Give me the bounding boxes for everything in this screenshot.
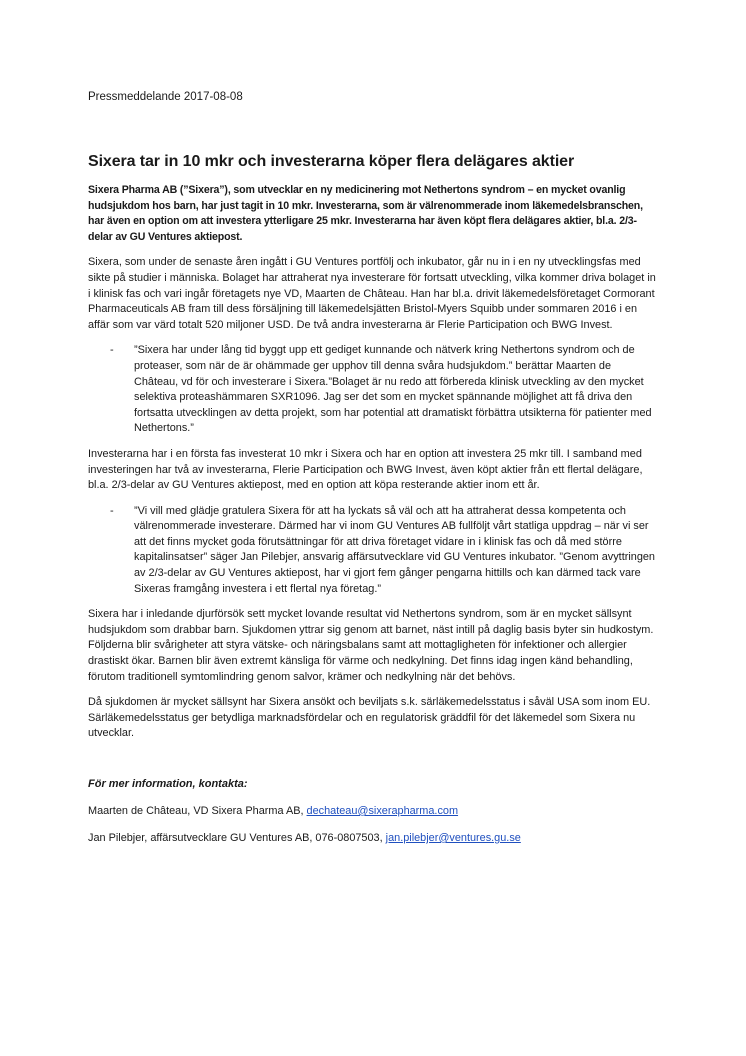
page-title: Sixera tar in 10 mkr och investerarna köper flera delägares aktier bbox=[88, 153, 575, 170]
list-dash: - bbox=[110, 344, 114, 357]
contact-line-2 bbox=[88, 831, 658, 846]
contact-1-email-link[interactable]: dechateau@sixerapharma.com bbox=[306, 805, 459, 817]
quote-1: ”Sixera har under lång tid byggt upp ett gediget kunnande och nätverk kring Nethertons syndrom och de proteaser, som när de är ohämmade ger upphov till denna svåra hudsjukdom.” berättar Maarten de Château, vd för och investerare i Sixera.”Bolaget är nu redo att förbereda klinisk utveckling av den mycket selektiva proteashämmaren SXR1096. Jag ser det som en mycket spännande möjlighet att få driva den fortsatta utvecklingen av detta projekt, som har potential att dramatiskt förbättra utsikterna för patienter med Nethertons.” bbox=[134, 344, 652, 435]
quote-2: ”Vi vill med glädje gratulera Sixera för att ha lyckats så väl och att ha attraherat dessa kompetenta och välrenommerade investerare. Därmed har vi inom GU Ventures AB fullföljt vårt statliga uppdrag – när vi ser att det finns mycket goda förutsättningar för att driva företaget vidare in i klinisk fas och då med större kapitalinsatser” säger Jan Pilebjer, ansvarig affärsutvecklare vid GU Ventures inkubator. ”Genom avyttringen av 2/3-delar av GU Ventures aktiepost, har vi gjort fem gånger pengarna hittills och kan därmed tack vare Sixeras framgång investera i ett flertal nya företag.” bbox=[134, 504, 655, 595]
contact-2-text: Jan Pilebjer, affärsutvecklare GU Ventures AB, 076-0807503, bbox=[88, 832, 386, 844]
body-paragraph-1: Sixera, som under de senaste åren ingått i GU Ventures portfölj och inkubator, går nu in i en ny utvecklingsfas med sikte på studier i människa. Bolaget har attraherat nya investerare för fortsatt utveckling, vilka kommer driva bolaget in i klinisk fas och vari ingår företagets nye VD, Maarten de Château. Han har bl.a. drivit läkemedelsföretaget Cormorant Pharmaceuticals AB fram till dess försäljning till läkemedelsjätten Bristol-Myers Squibb under sommaren 2016 i en affär som var värd totalt 520 miljoner USD. De två andra investerarna är Flerie Participation och BWG Invest. bbox=[88, 256, 656, 331]
body-paragraph-2: Investerarna har i en första fas investerat 10 mkr i Sixera och har en option att investera 25 mkr till. I samband med investeringen har två av investerarna, Flerie Participation och BWG Invest, även köpt aktier från ett flertal delägare, bl.a. 2/3-delar av GU Ventures aktiepost, med en option att köpa resterande aktier inom ett år. bbox=[88, 447, 643, 492]
dateline: Pressmeddelande 2017-08-08 bbox=[88, 91, 243, 103]
list-dash: - bbox=[110, 504, 114, 517]
contact-line-1 bbox=[88, 804, 658, 819]
quote-block-1 bbox=[88, 343, 658, 437]
contact-2-email-link[interactable]: jan.pilebjer@ventures.gu.se bbox=[385, 832, 521, 844]
contact-heading: För mer information, kontakta: bbox=[88, 778, 248, 790]
lead-paragraph: Sixera Pharma AB (”Sixera”), som utvecklar en ny medicinering mot Nethertons syndrom – en mycket ovanlig hudsjukdom hos barn, har just tagit in 10 mkr. Investerarna, som är välrenommerade inom läkemedelsbranschen, har även en option om att investera ytterligare 25 mkr. Investerarna har även köpt flera delägares aktier, bl.a. 2/3-delar av GU Ventures aktiepost. bbox=[88, 184, 643, 243]
quote-block-2 bbox=[88, 504, 658, 598]
contact-1-text: Maarten de Château, VD Sixera Pharma AB, bbox=[88, 805, 307, 817]
body-paragraph-3: Sixera har i inledande djurförsök sett mycket lovande resultat vid Nethertons syndrom, som är en mycket sällsynt hudsjukdom som drabbar barn. Sjukdomen yttrar sig genom att barnet, näst intill på daglig basis byter sin hudkostym. Följderna blir svårigheter att styra vätske- och näringsbalans samt att mottagligheten för infektioner och allergier drastiskt ökar. Barnen blir även extremt känsliga för värme och nedkylning. Det finns idag ingen känd behandling, förutom traditionell symtomlindring genom salvor, krämer och nedkylning när det behövs. bbox=[88, 608, 654, 683]
body-paragraph-4: Då sjukdomen är mycket sällsynt har Sixera ansökt och beviljats s.k. särläkemedelsstatus i såväl USA som inom EU. Särläkemedelsstatus ger betydliga marknadsfördelar och en regulatorisk gräddfil för det läkemedel som Sixera nu utvecklar. bbox=[88, 696, 651, 740]
